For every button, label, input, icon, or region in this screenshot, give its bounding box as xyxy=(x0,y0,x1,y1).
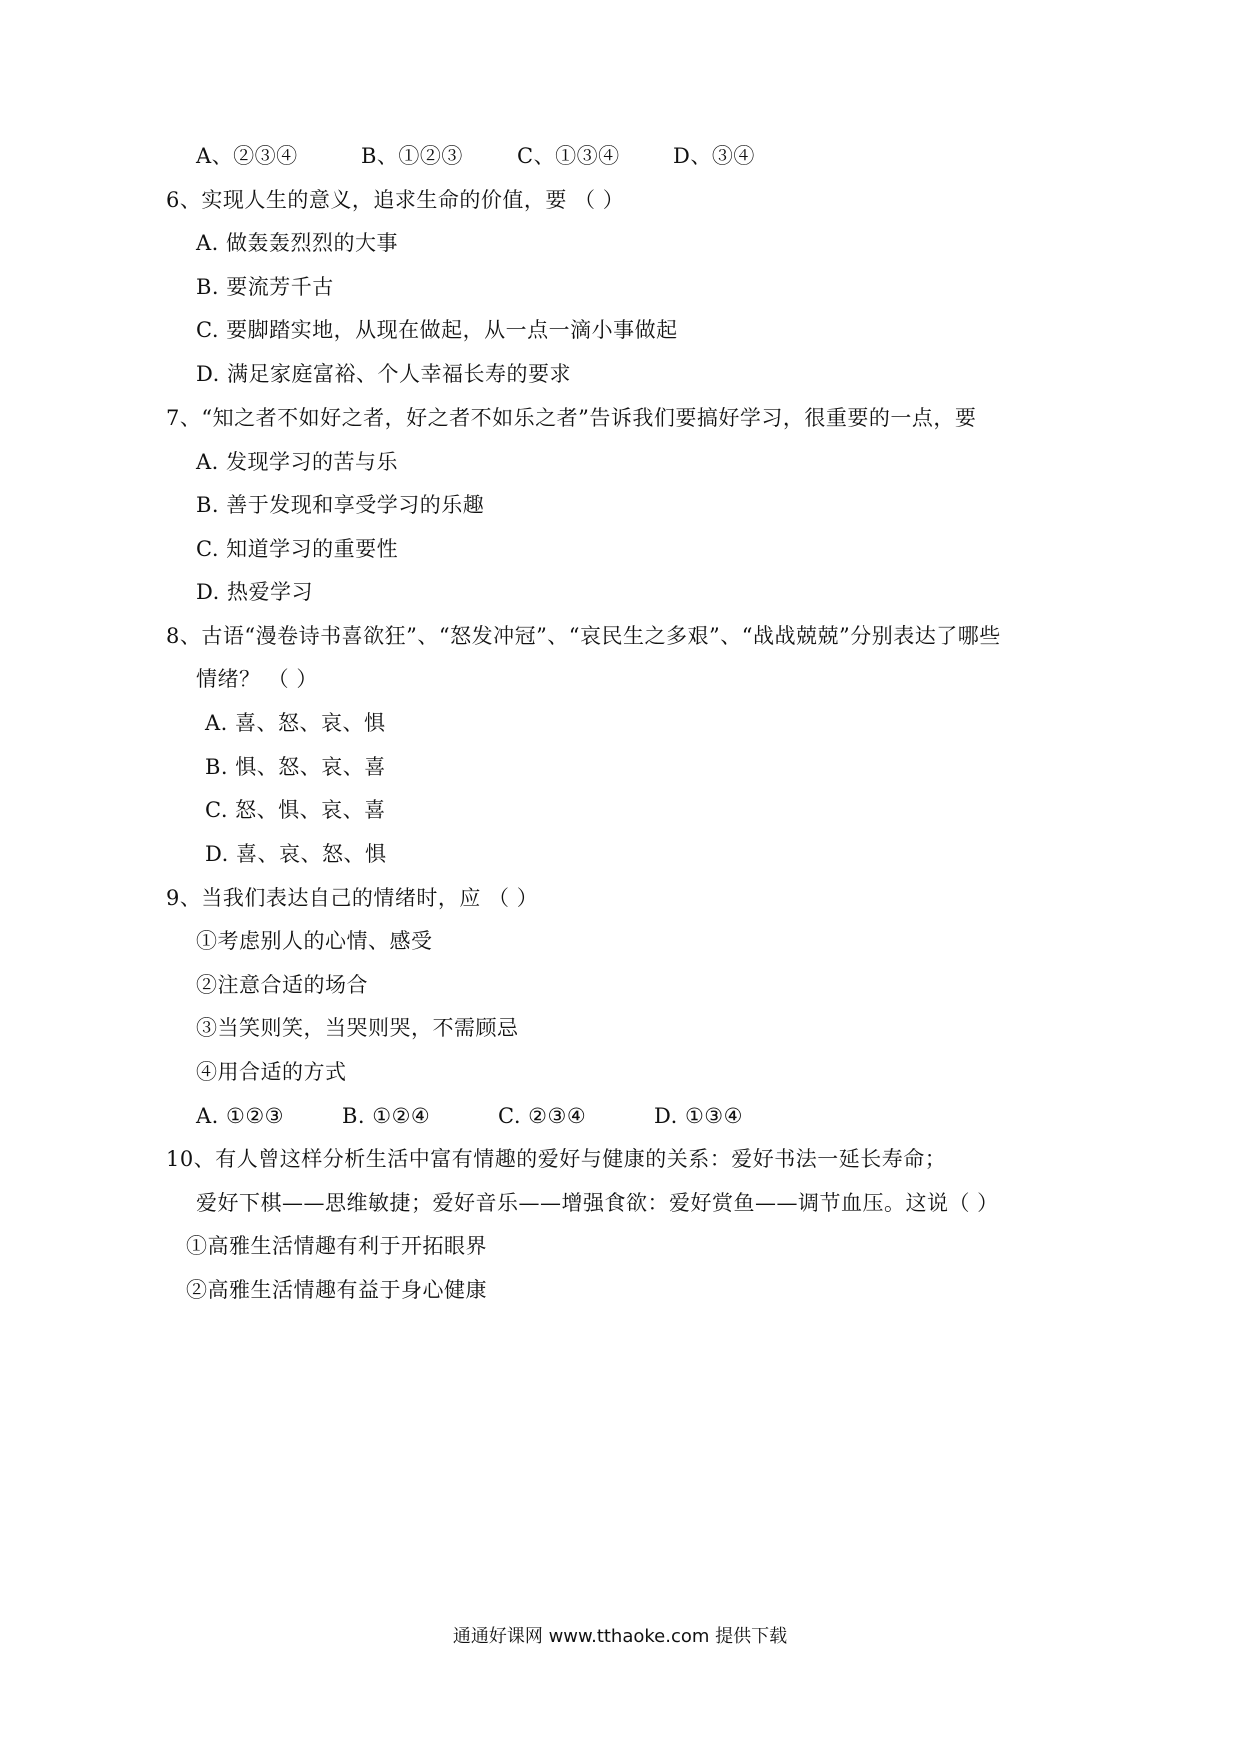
q8-option-a: A. 喜、怒、哀、惧 xyxy=(205,711,386,735)
q6-option-c: C. 要脚踏实地，从现在做起，从一点一滴小事做起 xyxy=(196,318,678,342)
q9-stem: 9、当我们表达自己的情绪时，应 （ ） xyxy=(166,886,539,910)
q10-stem-line1: 10、有人曾这样分析生活中富有情趣的爱好与健康的关系：爱好书法一延长寿命； xyxy=(166,1147,947,1171)
q5-options xyxy=(196,142,755,170)
q9-option-b: B. ①②④ xyxy=(342,1104,431,1128)
q10-item-1: ①高雅生活情趣有利于开拓眼界 xyxy=(186,1234,487,1258)
q9-item-1: ①考虑别人的心情、感受 xyxy=(196,929,433,953)
q9-option-a: A. ①②③ xyxy=(196,1104,284,1128)
q5-option-b: B、①②③ xyxy=(361,144,463,168)
q9-item-3: ③当笑则笑，当哭则哭，不需顾忌 xyxy=(196,1016,519,1040)
q5-option-a: A、②③④ xyxy=(196,144,298,168)
q6-option-a: A. 做轰轰烈烈的大事 xyxy=(196,231,399,255)
q8-option-b: B. 惧、怒、哀、喜 xyxy=(205,755,386,779)
q7-option-b: B. 善于发现和享受学习的乐趣 xyxy=(196,493,485,517)
page-footer: 通通好课网 www.tthaoke.com 提供下载 xyxy=(452,1626,788,1647)
q6-stem: 6、实现人生的意义，追求生命的价值，要 （ ） xyxy=(166,188,625,212)
q10-stem-line2: 爱好下棋——思维敏捷；爱好音乐——增强食欲：爱好赏鱼——调节血压。这说（ ） xyxy=(196,1191,999,1215)
q7-option-c: C. 知道学习的重要性 xyxy=(196,537,399,561)
q9-option-d: D. ①③④ xyxy=(654,1104,743,1128)
q9-item-4: ④用合适的方式 xyxy=(196,1060,347,1084)
q5-option-c: C、①③④ xyxy=(517,144,620,168)
q8-option-c: C. 怒、惧、哀、喜 xyxy=(205,798,386,822)
q9-options xyxy=(196,1102,743,1130)
q10-item-2: ②高雅生活情趣有益于身心健康 xyxy=(186,1278,487,1302)
q7-option-d: D. 热爱学习 xyxy=(196,580,313,604)
q6-option-b: B. 要流芳千古 xyxy=(196,275,334,299)
q8-stem-line2: 情绪？ （ ） xyxy=(196,667,318,691)
q8-option-d: D. 喜、哀、怒、惧 xyxy=(205,842,387,866)
q6-option-d: D. 满足家庭富裕、个人幸福长寿的要求 xyxy=(196,362,571,386)
q8-stem-line1: 8、古语“漫卷诗书喜欲狂”、“怒发冲冠”、“哀民生之多艰”、“战战兢兢”分别表达了哪些 xyxy=(166,624,1001,648)
q5-option-d: D、③④ xyxy=(673,144,755,168)
q7-stem: 7、“知之者不如好之者，好之者不如乐之者”告诉我们要搞好学习，很重要的一点，要 xyxy=(166,406,977,430)
q7-option-a: A. 发现学习的苦与乐 xyxy=(196,450,399,474)
q9-item-2: ②注意合适的场合 xyxy=(196,973,368,997)
q9-option-c: C. ②③④ xyxy=(498,1104,587,1128)
